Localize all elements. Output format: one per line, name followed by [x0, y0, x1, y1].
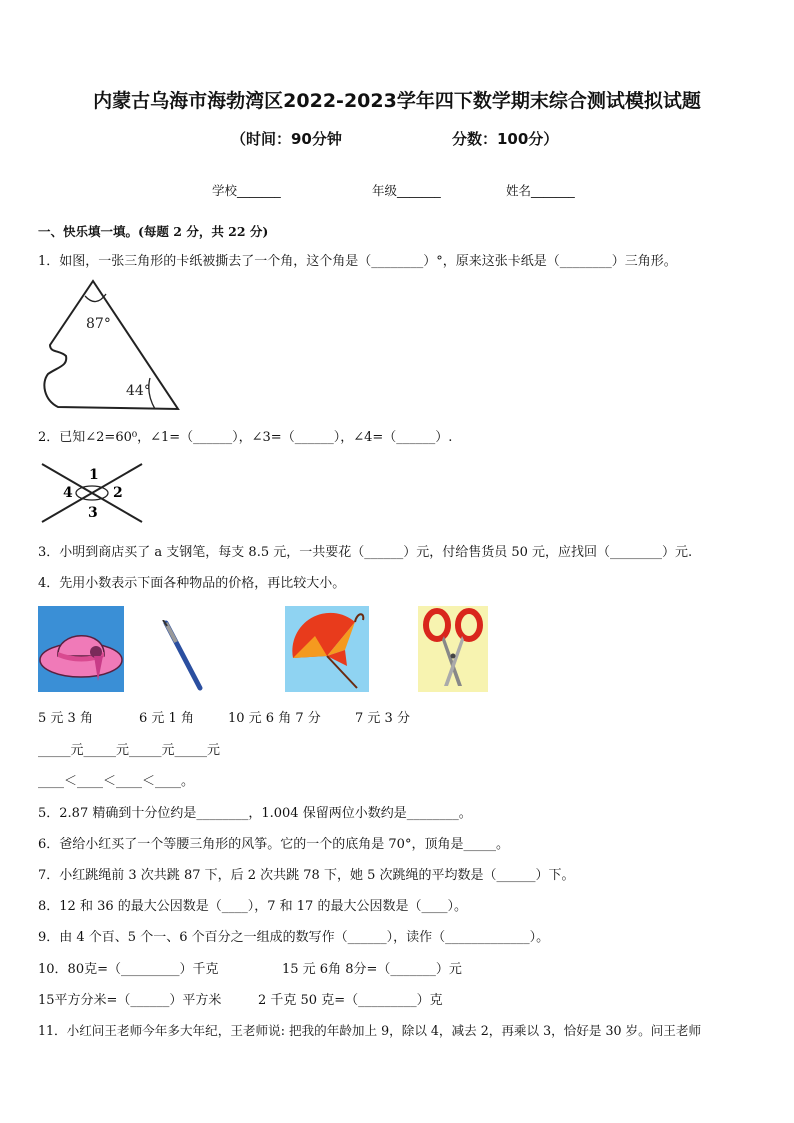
- pen-image: [160, 620, 210, 692]
- angle-4-label: 4: [63, 485, 73, 501]
- price-scissors: 7 元 3 分: [355, 711, 410, 726]
- price-umbrella: 10 元 6 角 7 分: [228, 711, 321, 726]
- question-2: 2．已知∠2=60⁰，∠1=（______），∠3=（______），∠4=（______）.: [38, 430, 453, 445]
- price-hat: 5 元 3 角: [38, 711, 93, 726]
- scissors-image: [418, 606, 488, 692]
- question-10-b: 15 元 6角 8分=（_______）元: [282, 962, 462, 977]
- question-10-a: 10．80克=（_________）千克: [38, 962, 219, 977]
- q4-blanks-compare: ____＜____＜____＜____。: [38, 774, 195, 789]
- section-heading: 一、快乐填一填。(每题 2 分，共 22 分): [38, 224, 269, 239]
- q4-blanks-decimal: _____元_____元_____元_____元: [38, 743, 221, 758]
- question-9: 9．由 4 个百、5 个一、6 个百分之一组成的数写作（______），读作（_____________）。: [38, 930, 550, 945]
- question-8: 8．12 和 36 的最大公因数是（____），7 和 17 的最大公因数是（____）。: [38, 899, 467, 914]
- angle-44-label: 44°: [126, 383, 151, 399]
- price-pen: 6 元 1 角: [139, 711, 194, 726]
- question-7: 7．小红跳绳前 3 次共跳 87 下，后 2 次共跳 78 下，她 5 次跳绳的平均数是（______）下。: [38, 868, 575, 883]
- question-3: 3．小明到商店买了 a 支钢笔，每支 8.5 元，一共要花（______）元，付给售货员 50 元，应找回（________）元.: [38, 545, 693, 560]
- question-4: 4．先用小数表示下面各种物品的价格，再比较大小。: [38, 576, 346, 591]
- umbrella-image: [285, 606, 369, 692]
- hat-image: [38, 606, 124, 692]
- torn-triangle-figure: [38, 278, 183, 414]
- angle-2-label: 2: [113, 485, 123, 501]
- angle-1-label: 1: [89, 467, 99, 483]
- exam-time: （时间：90分钟: [231, 130, 342, 148]
- intersecting-lines-figure: [38, 460, 148, 526]
- angle-87-label: 87°: [86, 316, 111, 332]
- question-11: 11．小红问王老师今年多大年纪，王老师说: 把我的年龄加上 9，除以 4，减去 2，再乘以 3，恰好是 30 岁。问王老师: [38, 1023, 702, 1038]
- page-title: 内蒙古乌海市海勃湾区2022-2023学年四下数学期末综合测试模拟试题: [93, 90, 701, 112]
- angle-3-label: 3: [88, 505, 98, 521]
- question-10-c: 15平方分米=（______）平方米: [38, 993, 222, 1008]
- question-6: 6．爸给小红买了一个等腰三角形的风筝。它的一个的底角是 70°，顶角是_____。: [38, 837, 509, 852]
- grade-field: 年级_______: [372, 183, 441, 198]
- question-1: 1．如图，一张三角形的卡纸被撕去了一个角，这个角是（________）°，原来这张卡纸是（________）三角形。: [38, 254, 677, 269]
- name-field: 姓名_______: [506, 183, 575, 198]
- school-field: 学校_______: [212, 183, 281, 198]
- question-5: 5．2.87 精确到十分位约是________，1.004 保留两位小数约是________。: [38, 806, 472, 821]
- question-10-d: 2 千克 50 克=（_________）克: [258, 993, 443, 1008]
- exam-score: 分数：100分）: [452, 130, 559, 148]
